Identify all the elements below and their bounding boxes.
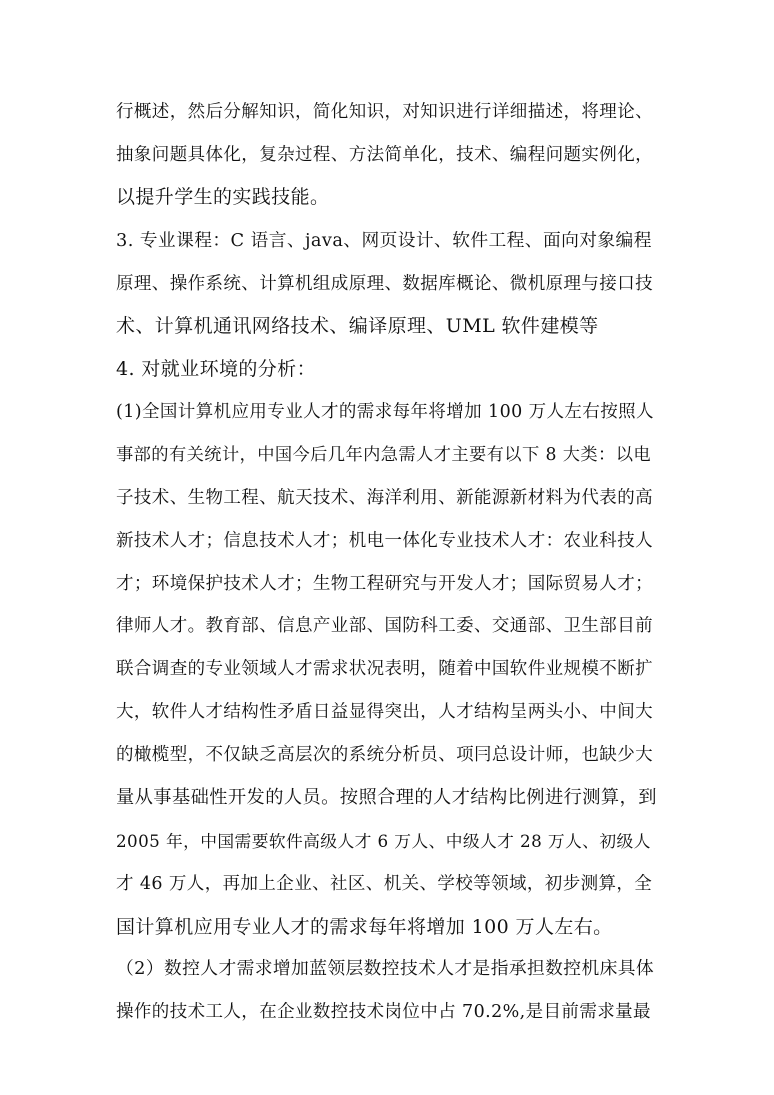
text-line: 原理、操作系统、计算机组成原理、数据库概论、微机原理与接口技 xyxy=(116,274,653,294)
text-line: (1)全国计算机应用专业人才的需求每年将增加 100 万人左右按照人 xyxy=(116,402,654,422)
text-line: 2005 年，中国需要软件高级人才 6 万人、中级人才 28 万人、初级人 xyxy=(116,831,651,851)
text-line: 才 46 万人，再加上企业、社区、机关、学校等领域，初步测算，全 xyxy=(116,874,653,894)
text-line: 术、计算机通讯网络技术、编译原理、UML 软件建模等 xyxy=(116,315,599,337)
text-line: （2）数控人才需求增加蓝领层数控技术人才是指承担数控机床具体 xyxy=(116,959,655,979)
text-line: 抽象问题具体化，复杂过程、方法简单化，技术、编程问题实例化， xyxy=(116,145,653,165)
text-line: 事部的有关统计，中国今后几年内急需人才主要有以下 8 大类：以电 xyxy=(116,445,651,465)
text-line: 律师人才。教育部、信息产业部、国防科工委、交通部、卫生部目前 xyxy=(116,616,653,636)
text-line: 4. 对就业环境的分析： xyxy=(116,358,316,380)
text-line: 操作的技术工人，在企业数控技术岗位中占 70.2%,是目前需求量最 xyxy=(116,1002,651,1022)
text-line: 新技术人才；信息技术人才；机电一体化专业技术人才：农业科技人 xyxy=(116,531,653,551)
text-line: 子技术、生物工程、航天技术、海洋利用、新能源新材料为代表的高 xyxy=(116,488,653,508)
text-line: 才；环境保护技术人才；生物工程研究与开发人才；国际贸易人才； xyxy=(116,574,653,594)
text-line: 量从事基础性开发的人员。按照合理的人才结构比例进行测算，到 xyxy=(116,787,657,808)
text-line: 的橄榄型，不仅缺乏高层次的系统分析员、项冃总设计师，也缺少大 xyxy=(116,745,653,765)
text-line: 联合调查的专业领域人才需求状况表明，随着中国软件业规模不断扩 xyxy=(116,659,653,679)
text-line: 3. 专业课程：C 语言、java、网页设计、软件工程、面向对象编程 xyxy=(116,231,652,251)
text-line: 国计算机应用专业人才的需求每年将增加 100 万人左右。 xyxy=(116,916,613,938)
text-line: 以提升学生的实践技能。 xyxy=(116,186,330,208)
text-line: 大，软件人才结构性矛盾日益显得突出，人才结构呈两头小、中间大 xyxy=(116,702,653,722)
text-line: 行概述，然后分解知识，简化知识，对知识进行详细描述，将理论、 xyxy=(116,102,653,122)
